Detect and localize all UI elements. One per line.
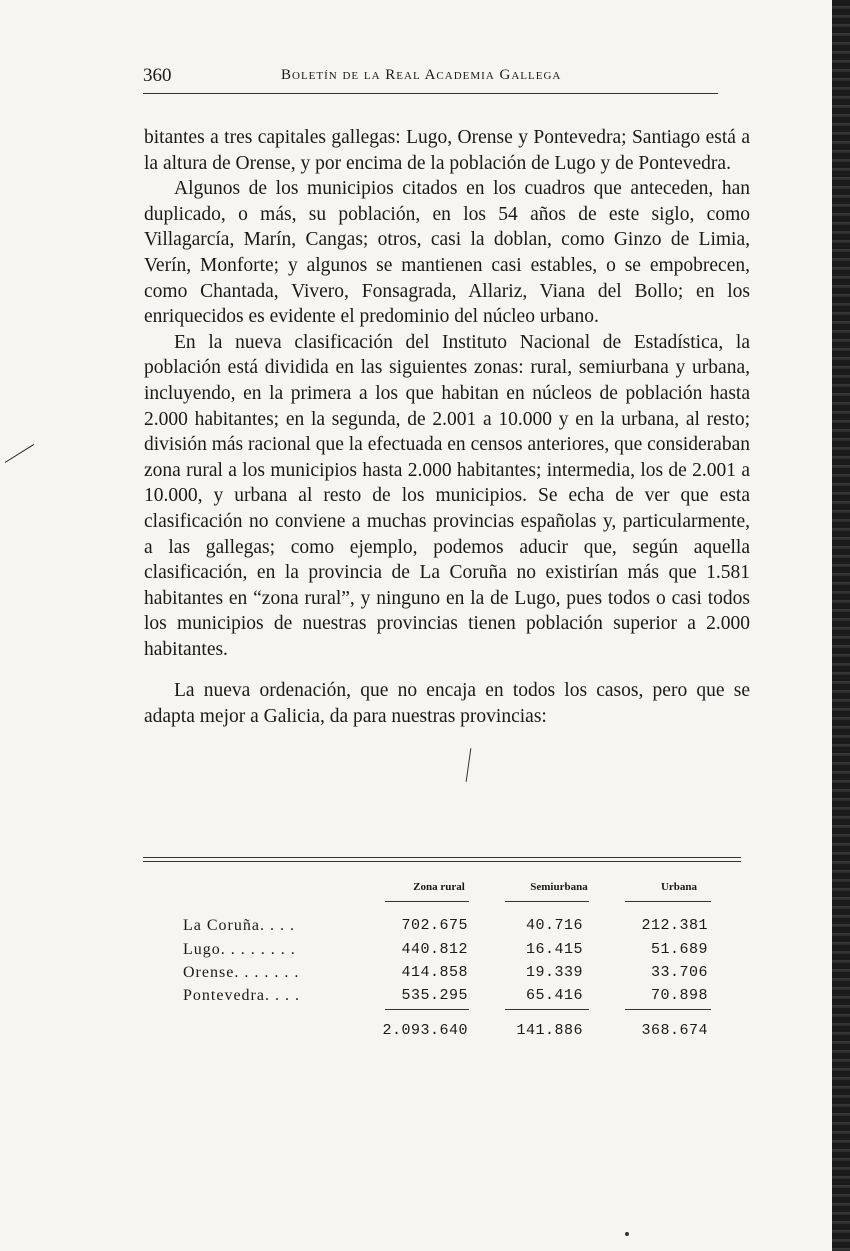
column-rule-semiurbana (505, 901, 589, 902)
cell-urbana: 33.706 (650, 964, 708, 981)
population-table (143, 857, 741, 1039)
table-top-rule-2 (143, 861, 741, 862)
stray-pencil-mark (466, 748, 472, 782)
total-rural: 2.093.640 (382, 1022, 468, 1039)
cell-semiurbana: 40.716 (525, 917, 583, 934)
cell-rural: 414.858 (401, 964, 468, 981)
cell-urbana: 212.381 (641, 917, 708, 934)
cell-rural: 440.812 (401, 941, 468, 958)
row-label: La Coruña. . . . (183, 917, 295, 934)
paragraph-2: Algunos de los municipios citados en los cuadros que anteceden, han duplicado, o más, su población, en los 54 años de este siglo, como Villagarcía, Marín, Cangas; otros, casi la doblan, como Ginzo de Limia, Verín, Monforte; y algunos se mantienen casi estables, o se empobrecen, como Chantada, Vivero, Fonsagrada, Allariz, Viana del Bollo; en los enriquecidos es evidente el predominio del núcleo urbano. (144, 178, 750, 328)
column-rule-rural (385, 901, 469, 902)
table-row (143, 987, 741, 1011)
cell-urbana: 51.689 (650, 941, 708, 958)
total-semiurbana: 141.886 (516, 1022, 583, 1039)
paragraph-1: bitantes a tres capitales gallegas: Lugo, Orense y Pontevedra; Santiago está a la altura de Orense, y por encima de la población de Lugo y de Pontevedra. (144, 127, 750, 174)
column-rule-urbana (625, 901, 711, 902)
page-number: 360 (143, 65, 172, 86)
paragraph-3: En la nueva clasificación del Instituto Nacional de Estadística, la población está dividida en las siguientes zonas: rural, semiurbana y urbana, incluyendo, en la primera a los que habitan en núcleos de población hasta 2.000 habitantes; en la segunda, de 2.001 a 10.000 y en la urbana, al resto; división más racional que la efectuada en censos anteriores, que consideraban zona rural a los municipios hasta 2.000 habitantes; intermedia, los de 2.001 a 10.000, y urbana al resto de los municipios. Se echa de ver que esta clasificación no conviene a muchas provincias españolas y, particularmente, a las gallegas; como ejemplo, podemos aducir que, según aquella clasificación, en la provincia de La Coruña no existirían más que 1.581 habitantes en “zona rural”, y ninguno en la de Lugo, pues todos o casi todos los municipios de nuestras provincias tienen población superior a 2.000 habitantes. (144, 331, 750, 660)
ink-speck (625, 1232, 629, 1236)
page-header (143, 63, 718, 94)
margin-pencil-mark (5, 444, 34, 463)
column-header-rural: Zona rural (413, 881, 465, 893)
table-top-rule (143, 857, 741, 858)
cell-semiurbana: 16.415 (525, 941, 583, 958)
row-label: Lugo. . . . . . . . (183, 941, 296, 958)
body-text (144, 125, 750, 730)
column-header-urbana: Urbana (660, 881, 698, 893)
cell-urbana: 70.898 (650, 987, 708, 1004)
table-row (143, 941, 741, 965)
total-urbana: 368.674 (641, 1022, 708, 1039)
table-row (143, 917, 741, 941)
cell-rural: 702.675 (401, 917, 468, 934)
sum-rule-rural (385, 1009, 469, 1010)
row-label: Orense. . . . . . . (183, 964, 300, 981)
sum-rule-semiurbana (505, 1009, 589, 1010)
paragraph-4: La nueva ordenación, que no encaja en todos los casos, pero que se adapta mejor a Galicia, da para nuestras provincias: (144, 680, 750, 728)
row-label: Pontevedra. . . . (183, 987, 300, 1004)
column-header-semiurbana: Semiurbana (530, 881, 588, 893)
scan-edge (832, 0, 850, 1251)
cell-semiurbana: 65.416 (525, 987, 583, 1004)
cell-rural: 535.295 (401, 987, 468, 1004)
totals-row (143, 1022, 741, 1046)
running-head: Boletín de la Real Academia Gallega (281, 67, 562, 83)
table-row (143, 964, 741, 988)
cell-semiurbana: 19.339 (525, 964, 583, 981)
sum-rule-urbana (625, 1009, 711, 1010)
